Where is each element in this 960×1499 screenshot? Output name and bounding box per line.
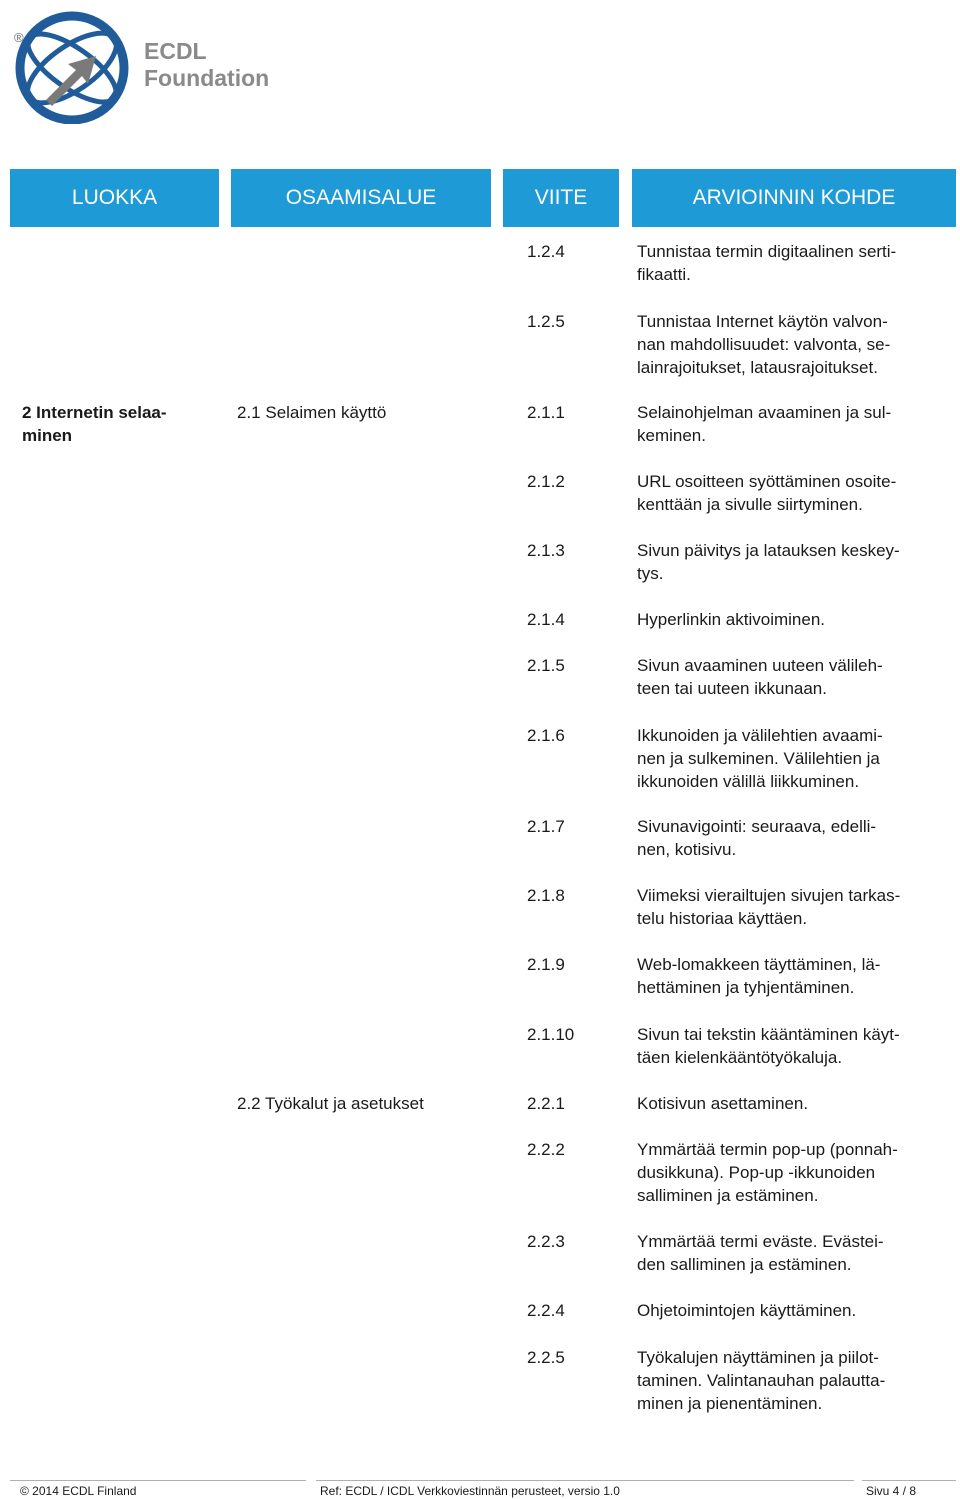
footer-divider [10,1480,306,1481]
footer-divider [316,1480,854,1481]
task-item-cell: Työkalujen näyttäminen ja piilot- taminen. Valintanauhan palautta- minen ja pienentäminen. [637,1348,886,1413]
task-item-cell: Sivun tai tekstin kääntäminen käyt- täen kielenkääntötyökaluja. [637,1025,900,1067]
header-viite: VIITE [503,169,619,227]
reference-cell: 2.1.8 [527,886,565,905]
reference-cell: 2.2.3 [527,1232,565,1251]
category-cell: 2 Internetin selaa- minen [22,403,167,445]
task-item-cell: Sivun päivitys ja latauksen keskey- tys. [637,541,900,583]
reference-cell: 2.1.2 [527,472,565,491]
task-item-cell: Tunnistaa Internet käytön valvon- nan mahdollisuudet: valvonta, se- lainrajoitukset, latausrajoitukset. [637,312,891,377]
footer-reference: Ref: ECDL / ICDL Verkkoviestinnän perusteet, versio 1.0 [320,1484,620,1498]
header-osaamisalue: OSAAMISALUE [231,169,491,227]
task-item-cell: URL osoitteen syöttäminen osoite- kenttään ja sivulle siirtyminen. [637,472,897,514]
footer-copyright: © 2014 ECDL Finland [20,1484,137,1498]
reference-cell: 2.1.6 [527,726,565,745]
reference-cell: 2.1.9 [527,955,565,974]
reference-cell: 2.2.1 [527,1094,565,1113]
task-item-cell: Sivun avaaminen uuteen välileh- teen tai uuteen ikkunaan. [637,656,883,698]
registered-mark: ® [14,30,24,45]
reference-cell: 2.1.5 [527,656,565,675]
reference-cell: 2.1.1 [527,403,565,422]
reference-cell: 2.2.4 [527,1301,565,1320]
reference-cell: 1.2.4 [527,242,565,261]
task-item-cell: Ohjetoimintojen käyttäminen. [637,1301,857,1320]
reference-cell: 2.1.7 [527,817,565,836]
header-luokka: LUOKKA [10,169,219,227]
task-item-cell: Hyperlinkin aktivoiminen. [637,610,826,629]
skill-area-cell: 2.2 Työkalut ja asetukset [237,1094,424,1113]
logo-line-1: ECDL [144,38,207,64]
task-item-cell: Selainohjelman avaaminen ja sul- keminen. [637,403,892,445]
task-item-cell: Ymmärtää termin pop-up (ponnah- dusikkuna). Pop-up -ikkunoiden salliminen ja estäminen. [637,1140,898,1205]
footer-divider [862,1480,956,1481]
reference-cell: 1.2.5 [527,312,565,331]
reference-cell: 2.2.2 [527,1140,565,1159]
header-arvioinnin-kohde: ARVIOINNIN KOHDE [632,169,956,227]
reference-cell: 2.2.5 [527,1348,565,1367]
logo-line-2: Foundation [144,65,270,91]
reference-cell: 2.1.3 [527,541,565,560]
task-item-cell: Sivunavigointi: seuraava, edelli- nen, kotisivu. [637,817,877,859]
task-item-cell: Tunnistaa termin digitaalinen serti- fikaatti. [637,242,897,284]
reference-cell: 2.1.4 [527,610,565,629]
task-item-cell: Viimeksi vierailtujen sivujen tarkas- telu historiaa käyttäen. [637,886,901,928]
task-item-cell: Ikkunoiden ja välilehtien avaami- nen ja sulkeminen. Välilehtien ja ikkunoiden välillä liikkuminen. [637,726,883,791]
task-item-cell: Web-lomakkeen täyttäminen, lä- hettäminen ja tyhjentäminen. [637,955,881,997]
skill-area-cell: 2.1 Selaimen käyttö [237,403,387,422]
task-item-cell: Ymmärtää termi eväste. Evästei- den salliminen ja estäminen. [637,1232,884,1274]
footer-page-number: Sivu 4 / 8 [866,1484,917,1498]
task-item-cell: Kotisivun asettaminen. [637,1094,809,1113]
reference-cell: 2.1.10 [527,1025,575,1044]
